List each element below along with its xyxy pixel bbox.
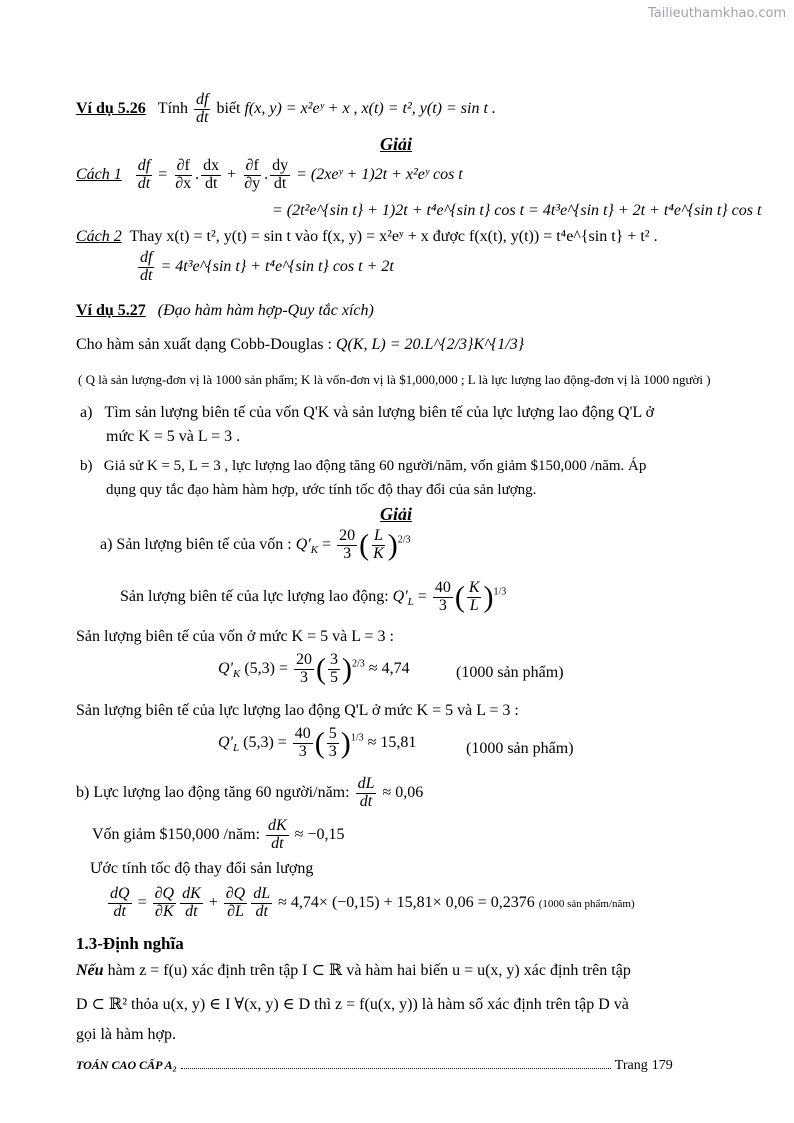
footer bbox=[76, 1056, 673, 1074]
capital-rate-line: Vốn giảm $150,000 /năm: $\frac{dK}{dt}$ ≈ −0,15 bbox=[92, 817, 345, 852]
cobb-douglas-formula: Q(K, L) = 20.L^{2/3}K^{1/3} bbox=[335, 336, 525, 353]
cobb-douglas-intro: Cho hàm sản xuất dạng Cobb-Douglas : Q(K, L) = 20.L^{2/3}K^{1/3} bbox=[76, 336, 525, 353]
method-2-result: $\frac{df}{dt}$ = 4t³e^{sin t} + t⁴e^{sin t} cos t + 2t bbox=[140, 249, 394, 284]
qk-value-line: $Q'_K$ (5,3) = $\frac{20}{3}$ ( $\frac{3}{5}$ )$^{2/3}$ ≈ 4,74 bbox=[218, 651, 410, 686]
watermark: Tailieuthamkhao.com bbox=[648, 6, 787, 21]
example-label: Ví dụ 5.27 bbox=[76, 302, 146, 319]
labor-rate-line: b) Lực lượng lao động tăng 60 người/năm: $\frac{dL}{dt}$ ≈ 0,06 bbox=[76, 775, 424, 810]
qk-unit: (1000 sản phẩm) bbox=[456, 664, 564, 681]
question-b: b) Giả sử K = 5, L = 3 , lực lượng lao động tăng 60 người/năm, vốn giảm $150,000 /năm. Áp bbox=[80, 458, 647, 474]
page-label: Trang bbox=[614, 1058, 648, 1073]
solution-a-qk: a) Sản lượng biên tế của vốn : $Q'_K$ = $\frac{20}{3}$ ( $\frac{L}{K}$ )$^{2/3}$ bbox=[100, 527, 411, 562]
ql-at-level-text: Sản lượng biên tế của lực lượng lao động Q'L ở mức K = 5 và L = 3 : bbox=[76, 702, 519, 719]
solution-heading: Giải bbox=[380, 504, 413, 524]
question-b-line-2: dụng quy tắc đạo hàm hàm hợp, ước tính tốc độ thay đổi của sản lượng. bbox=[106, 482, 537, 498]
ql-unit: (1000 sản phẩm) bbox=[466, 740, 574, 757]
example-5-26 bbox=[76, 92, 496, 127]
example-text: Tính bbox=[157, 99, 189, 117]
qk-at-level-text: Sản lượng biên tế của vốn ở mức K = 5 và L = 3 : bbox=[76, 628, 394, 645]
units-note: ( Q là sản lượng-đơn vị là 1000 sản phẩm; K là vốn-đơn vị là $1,000,000 ; L là lực lượng lao động-đơn vị là 1000 người ) bbox=[78, 372, 711, 387]
footer-title: TOÁN CAO CẤP A₂ bbox=[76, 1058, 177, 1072]
method-label: Cách 1 bbox=[76, 165, 122, 183]
solution-a-ql: Sản lượng biên tế của lực lượng lao động: $Q'_L$ = $\frac{40}{3}$ ( $\frac{K}{L}$ )$^{1/3}$ bbox=[120, 579, 507, 614]
estimate-text: Ước tính tốc độ thay đổi sản lượng bbox=[90, 860, 314, 877]
method-2 bbox=[76, 228, 658, 246]
method-1-line-2: = (2t²e^{sin t} + 1)2t + t⁴e^{sin t} cos t = 4t³e^{sin t} + 2t + t⁴e^{sin t} cos t bbox=[272, 202, 762, 219]
definition-line-3: gọi là hàm hợp. bbox=[76, 1026, 176, 1043]
method-1: Cách 1 $\frac{df}{dt}$ = $\frac{\partial f}{\partial x}$ . $\frac{dx}{dt}$ + $\frac{\partial f}{\partial y}$ . $\frac{dy}{dt}$ = (2xeʸ + 1)2t + x²eʸ cos t bbox=[76, 157, 463, 192]
page-number: 179 bbox=[651, 1058, 673, 1073]
definition-line-2: D ⊂ ℝ² thỏa u(x, y) ∈ I ∀(x, y) ∈ D thì z = f(u(x, y)) là hàm số xác định trên tập D và bbox=[76, 996, 629, 1013]
method-1-line-1: = (2xeʸ + 1)2t + x²eʸ cos t bbox=[296, 165, 463, 183]
example-text: biết bbox=[216, 99, 241, 117]
example-5-27 bbox=[76, 302, 374, 320]
definition-line-1: Nếu hàm z = f(u) xác định trên tập I ⊂ ℝ và hàm hai biến u = u(x, y) xác định trên tập bbox=[76, 962, 631, 979]
ql-value-line: $Q'_L$ (5,3) = $\frac{40}{3}$ ( $\frac{5}{3}$ )$^{1/3}$ ≈ 15,81 bbox=[218, 725, 417, 760]
chain-rule-result: $\frac{dQ}{dt}$ = $\frac{\partial Q}{\partial K}$ $\frac{dK}{dt}$ + $\frac{\partial Q}{\partial L}$ $\frac{dL}{dt}$ ≈ 4,74× (−0,15) + 15,81× 0,06 = 0,2376 (1000 sản phẩm/năm) bbox=[110, 885, 635, 920]
question-a-line-2: mức K = 5 và L = 3 . bbox=[106, 428, 241, 445]
example-formula: f(x, y) = x²eʸ + x , x(t) = t², y(t) = sin t . bbox=[244, 99, 496, 117]
example-subtitle: (Đạo hàm hàm hợp-Quy tắc xích) bbox=[157, 302, 374, 319]
df-dt-fraction: $\frac{df}{dt}$ bbox=[196, 91, 209, 126]
question-a: a) Tìm sản lượng biên tế của vốn Q'K và sản lượng biên tế của lực lượng lao động Q'L ở bbox=[80, 404, 655, 421]
example-label: Ví dụ 5.26 bbox=[76, 99, 146, 117]
method-2-text: Thay x(t) = t², y(t) = sin t vào f(x, y) = x²eʸ + x được f(x(t), y(t)) = t⁴e^{sin t} + t² . bbox=[129, 228, 658, 245]
method-label: Cách 2 bbox=[76, 228, 122, 245]
solution-heading: Giải bbox=[380, 134, 413, 154]
definition-heading: 1.3-Định nghĩa bbox=[76, 934, 184, 953]
